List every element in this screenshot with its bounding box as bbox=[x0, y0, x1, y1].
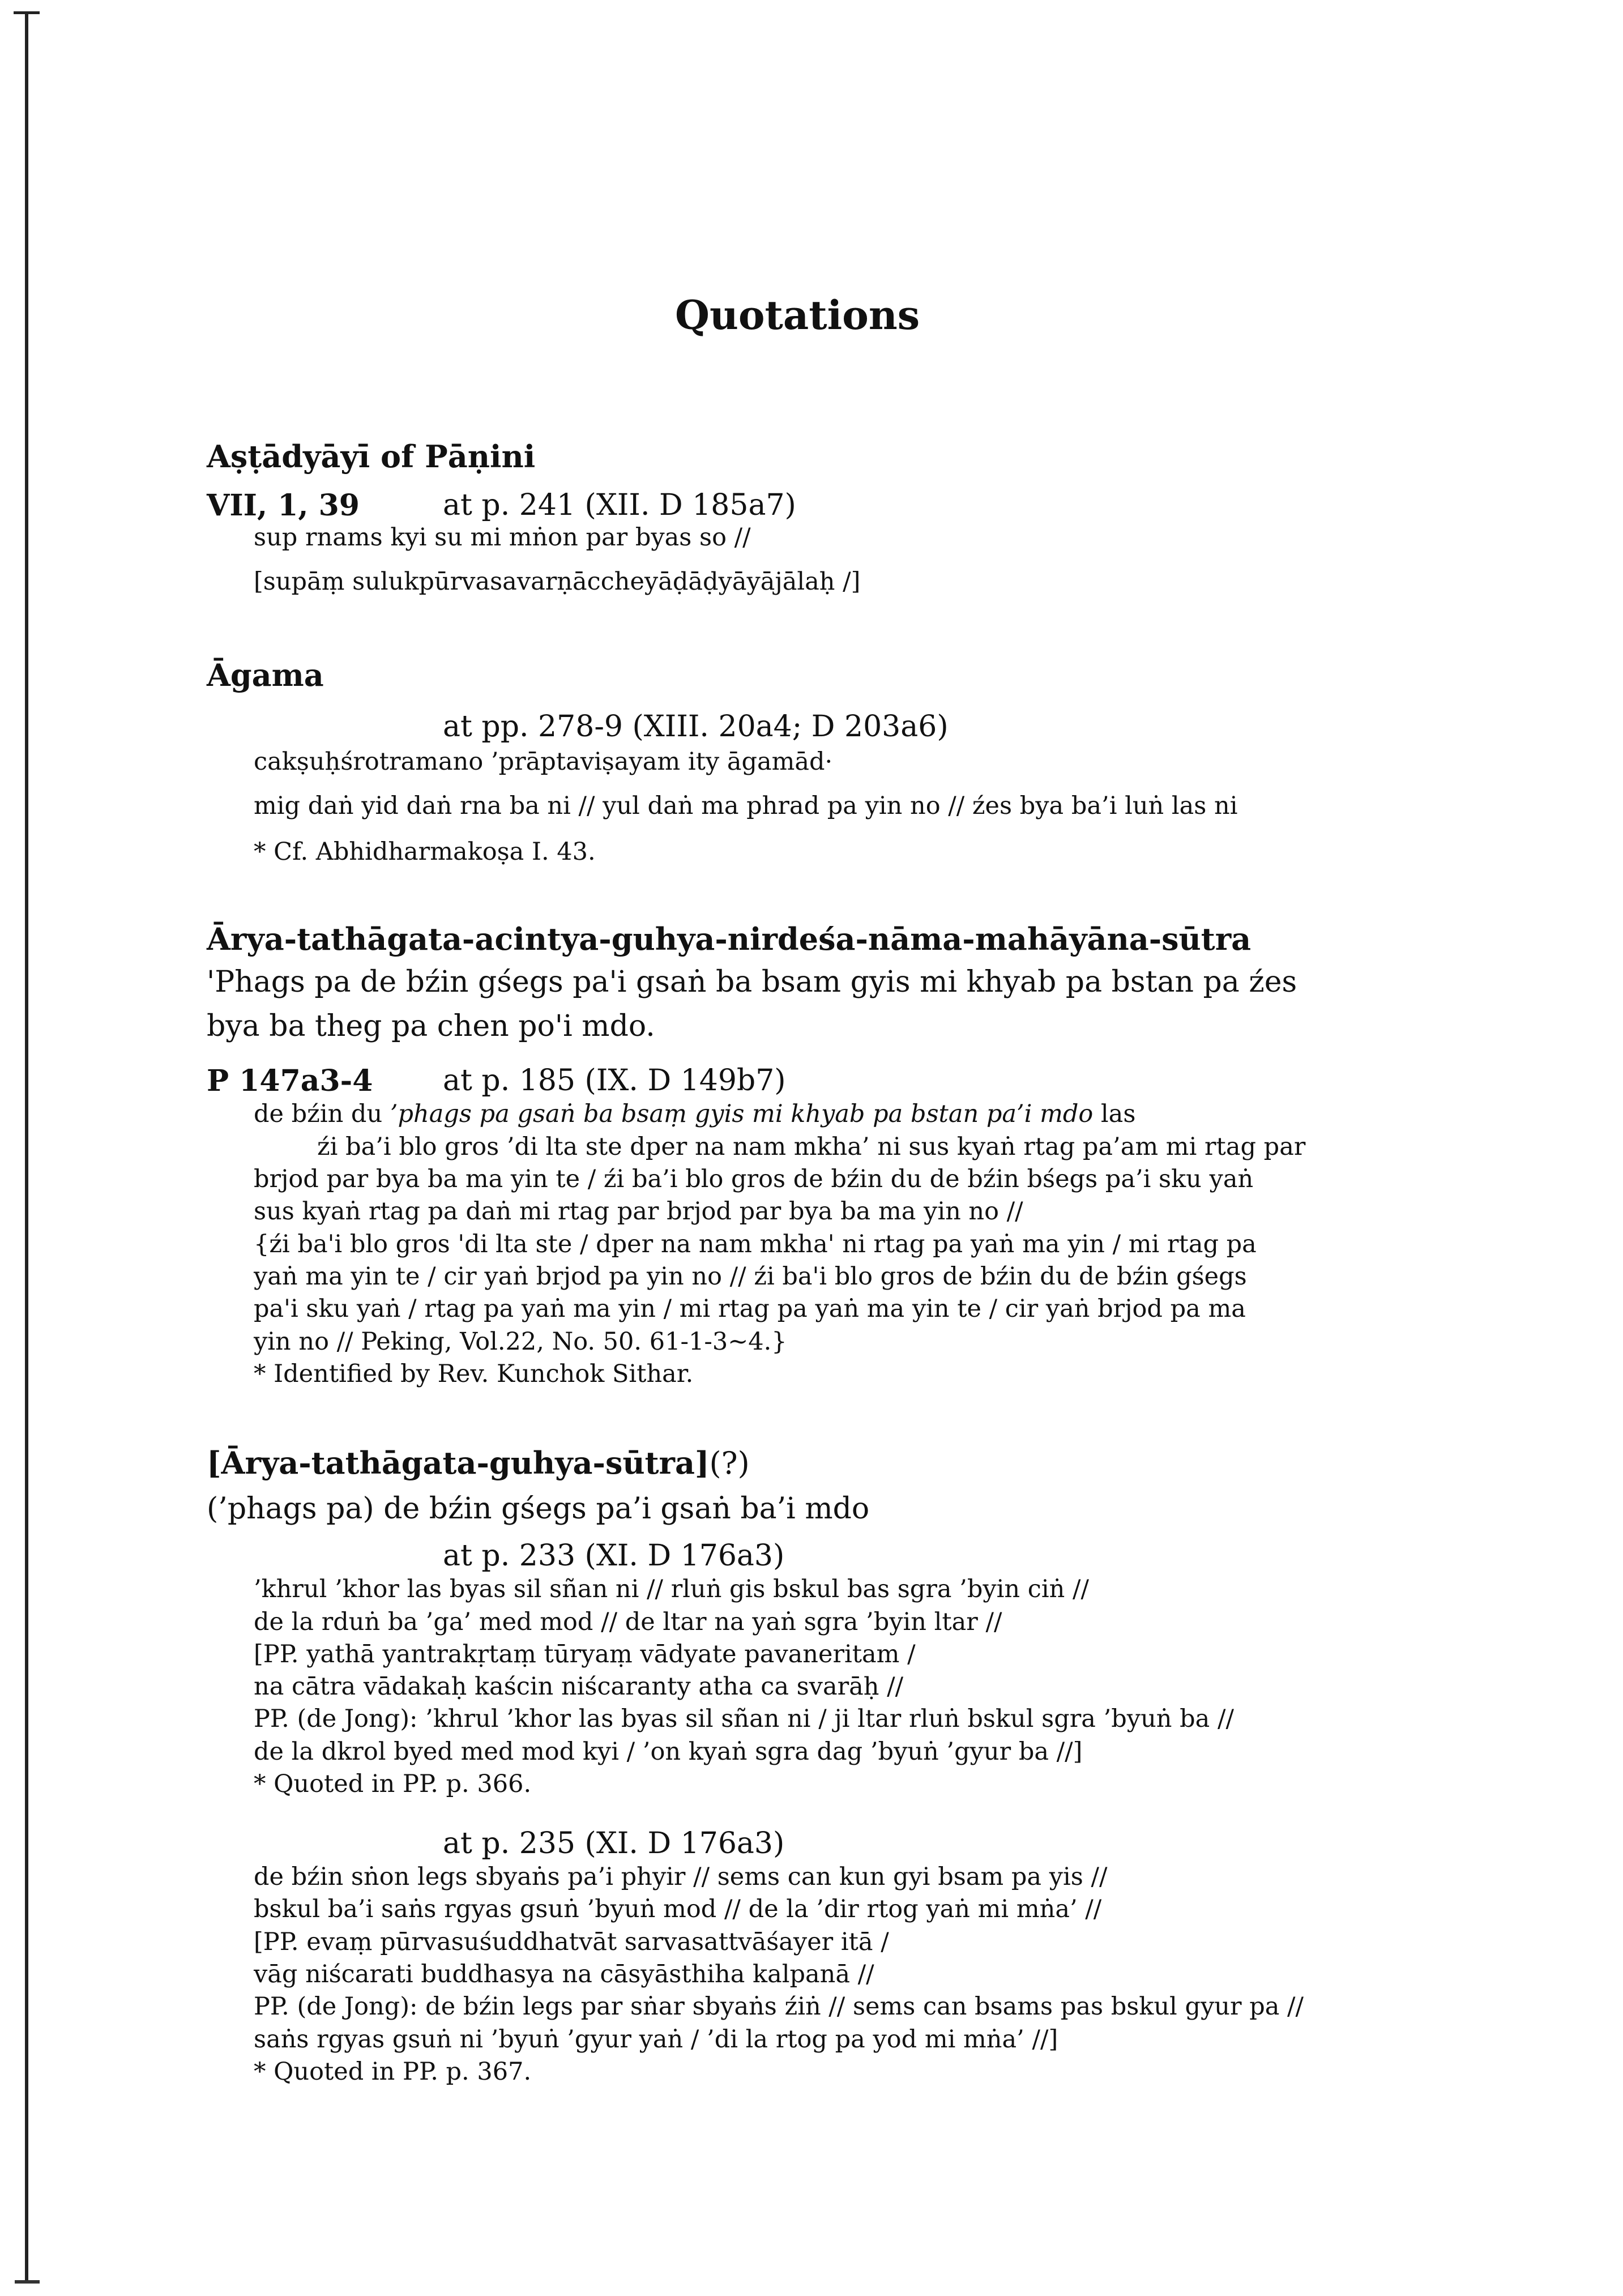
quote-line: na cātra vādakaḥ kaścin niścaranty atha ca svarāḥ // bbox=[254, 1672, 904, 1701]
quote-line: ’khrul ’khor las byas sil sñan ni // rluṅ gis bskul bas sgra ’byin ciṅ // bbox=[254, 1575, 1089, 1603]
page-reference: at pp. 278-9 (XIII. 20a4; D 203a6) bbox=[443, 710, 949, 744]
quote-line: PP. (de Jong): de bźin legs par sṅar sbyaṅs źiṅ // sems can bsams pas bskul gyur pa // bbox=[254, 1992, 1304, 2021]
heading-suffix: (?) bbox=[709, 1445, 750, 1481]
quote-line: saṅs rgyas gsuṅ ni ’byuṅ ’gyur yaṅ / ’di la rtog pa yod mi mṅa’ //] bbox=[254, 2025, 1058, 2054]
quote-line: bskul ba’i saṅs rgyas gsuṅ ’byuṅ mod // de la ’dir rtog yaṅ mi mṅa’ // bbox=[254, 1895, 1102, 1923]
quote-line: cakṣuḥśrotramano ’prāptaviṣayam ity āgamād· bbox=[254, 748, 833, 776]
binding-rule bbox=[25, 14, 28, 2282]
heading-text: [Ārya-tathāgata-guhya-sūtra] bbox=[207, 1445, 710, 1481]
quote-line: de bźin sṅon legs sbyaṅs pa’i phyir // sems can kun gyi bsam pa yis // bbox=[254, 1863, 1108, 1891]
reference-label: VII, 1, 39 bbox=[207, 488, 360, 523]
page-title: Quotations bbox=[675, 292, 920, 339]
text: de bźin du bbox=[254, 1100, 390, 1128]
section-heading bbox=[207, 1445, 750, 1481]
quote-line: źi ba’i blo gros ’di lta ste dper na nam mkha’ ni sus kyaṅ rtag pa’am mi rtag par bbox=[317, 1133, 1306, 1161]
section-heading: Āgama bbox=[207, 657, 324, 693]
page-reference: at p. 185 (IX. D 149b7) bbox=[443, 1064, 786, 1098]
italic-title: ’phags pa gsaṅ ba bsaṃ gyis mi khyab pa bstan pa’i mdo bbox=[390, 1100, 1094, 1128]
quote-line: de la rduṅ ba ’ga’ med mod // de ltar na yaṅ sgra ’byin ltar // bbox=[254, 1608, 1002, 1636]
quote-line: sup rnams kyi su mi mṅon par byas so // bbox=[254, 523, 751, 552]
footnote: * Quoted in PP. p. 367. bbox=[254, 2058, 532, 2086]
tibetan-title: (’phags pa) de bźin gśegs pa’i gsaṅ ba’i mdo bbox=[207, 1492, 870, 1526]
tibetan-title: bya ba theg pa chen po'i mdo. bbox=[207, 1009, 655, 1043]
section-heading: Aṣṭādyāyī of Pāṇini bbox=[207, 438, 536, 475]
quote-line: yaṅ ma yin te / cir yaṅ brjod pa yin no // źi ba'i blo gros de bźin du de bźin gśegs bbox=[254, 1262, 1247, 1291]
quote-line: [PP. evaṃ pūrvasuśuddhatvāt sarvasattvāśayer itā / bbox=[254, 1928, 889, 1956]
page-reference: at p. 233 (XI. D 176a3) bbox=[443, 1539, 785, 1573]
quote-line: {źi ba'i blo gros 'di lta ste / dper na nam mkha' ni rtag pa yaṅ ma yin / mi rtag pa bbox=[254, 1230, 1257, 1258]
section-heading: Ārya-tathāgata-acintya-guhya-nirdeśa-nāma-mahāyāna-sūtra bbox=[207, 921, 1252, 957]
footnote: * Quoted in PP. p. 366. bbox=[254, 1770, 532, 1798]
footnote: * Cf. Abhidharmakoṣa I. 43. bbox=[254, 838, 596, 866]
quote-line: brjod par bya ba ma yin te / źi ba’i blo gros de bźin du de bźin bśegs pa’i sku yaṅ bbox=[254, 1165, 1254, 1193]
quote-line: de la dkrol byed med mod kyi / ’on kyaṅ sgra dag ’byuṅ ’gyur ba //] bbox=[254, 1738, 1083, 1766]
footnote: * Identified by Rev. Kunchok Sithar. bbox=[254, 1360, 694, 1388]
quote-line: [PP. yathā yantrakṛtaṃ tūryaṃ vādyate pavaneritam / bbox=[254, 1640, 916, 1668]
binding-rule-bottom bbox=[15, 2280, 40, 2284]
quote-line: mig daṅ yid daṅ rna ba ni // yul daṅ ma phrad pa yin no // źes bya ba’i luṅ las ni bbox=[254, 792, 1238, 820]
text: las bbox=[1093, 1100, 1136, 1128]
quote-line: [supāṃ sulukpūrvasavarṇāccheyāḍāḍyāyājālaḥ /] bbox=[254, 567, 861, 596]
quote-line: PP. (de Jong): ’khrul ’khor las byas sil sñan ni / ji ltar rluṅ bskul sgra ’byuṅ ba // bbox=[254, 1705, 1234, 1733]
page-reference: at p. 235 (XI. D 176a3) bbox=[443, 1826, 785, 1860]
quote-line: vāg niścarati buddhasya na cāsyāsthiha kalpanā // bbox=[254, 1960, 874, 1988]
quote-line: yin no // Peking, Vol.22, No. 50. 61-1-3~4.} bbox=[254, 1328, 787, 1356]
quote-line bbox=[254, 1100, 1135, 1128]
page-reference: at p. 241 (XII. D 185a7) bbox=[443, 488, 796, 522]
tibetan-title: 'Phags pa de bźin gśegs pa'i gsaṅ ba bsam gyis mi khyab pa bstan pa źes bbox=[207, 965, 1297, 999]
reference-label: P 147a3-4 bbox=[207, 1064, 373, 1098]
quote-line: pa'i sku yaṅ / rtag pa yaṅ ma yin / mi rtag pa yaṅ ma yin te / cir yaṅ brjod pa ma bbox=[254, 1295, 1246, 1323]
quote-line: sus kyaṅ rtag pa daṅ mi rtag par brjod par bya ba ma yin no // bbox=[254, 1197, 1023, 1226]
